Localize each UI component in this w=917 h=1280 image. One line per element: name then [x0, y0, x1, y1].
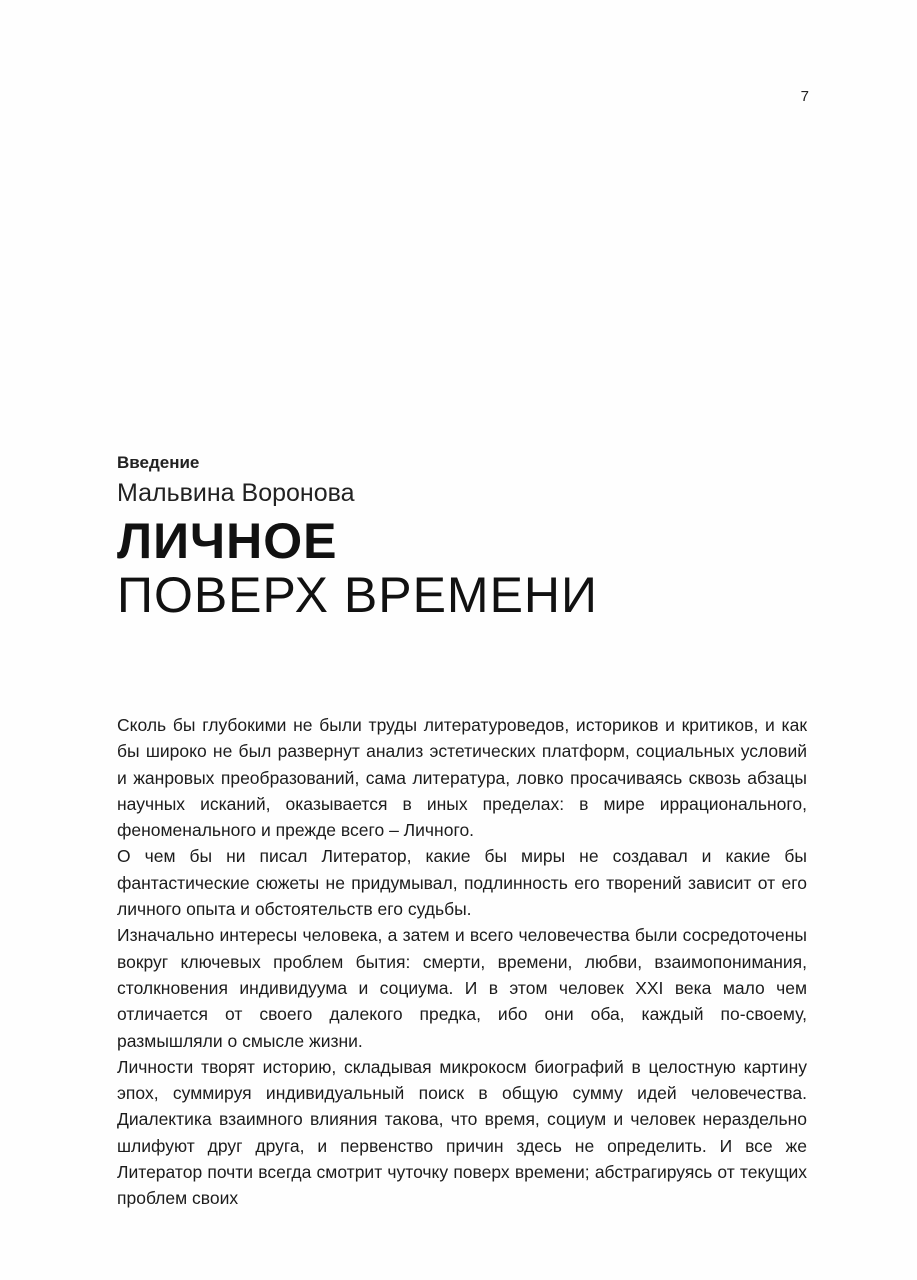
page-number: 7 [800, 88, 809, 105]
section-label: Введение [117, 453, 200, 472]
author-name: Мальвина Воронова [117, 479, 355, 507]
chapter-title-line1: ЛИЧНОЕ [117, 513, 338, 569]
paragraph: Сколь бы глубокими не были труды литературоведов, историков и критиков, и как бы широко не был развернут анализ эстетических платформ, социальных условий и жанровых преобразований, сама литература, ловко просачиваясь сквозь абзацы научных исканий, оказывается в иных пределах: в мире иррационального, феноменального и прежде всего – Личного. [117, 715, 807, 841]
paragraph: Личности творят историю, складывая микрокосм биографий в целостную картину эпох, суммируя индивидуальный поиск в общую сумму идей человечества. Диалектика взаимного влияния такова, что время, социум и человек нераздельно шлифуют друг друга, и первенство причин здесь не определить. И все же Литератор почти всегда смотрит чуточку поверх времени; абстрагируясь от текущих проблем своих [117, 1056, 807, 1209]
body-text [117, 712, 807, 1212]
chapter-title-line2: ПОВЕРХ ВРЕМЕНИ [117, 567, 598, 623]
paragraph: О чем бы ни писал Литератор, какие бы миры не создавал и какие бы фантастические сюжеты не придумывал, подлинность его творений зависит от его личного опыта и обстоятельств его судьбы. [117, 846, 807, 920]
chapter-heading [117, 452, 817, 622]
paragraph: Изначально интересы человека, а затем и всего человечества были сосредоточены вокруг ключевых проблем бытия: смерти, времени, любви, взаимопонимания, столкновения индивидуума и социума. И в этом человек XXI века мало чем отличается от своего далекого предка, ибо они оба, каждый по-своему, размышляли о смысле жизни. [117, 925, 807, 1051]
